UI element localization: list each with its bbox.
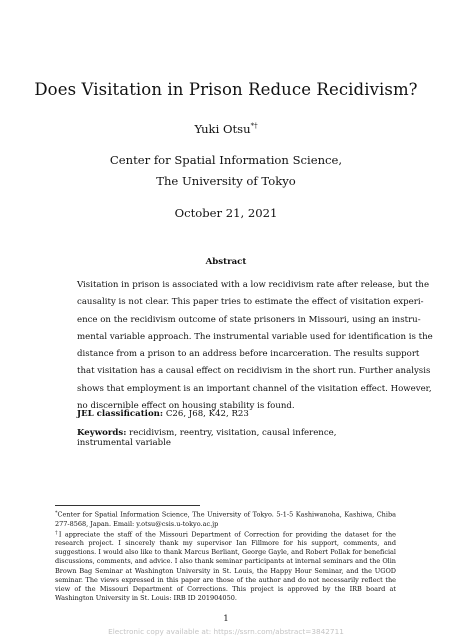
keywords-label: Keywords:	[77, 428, 127, 438]
affiliation	[0, 150, 452, 192]
abstract-line: ence on the recidivism outcome of state prisoners in Missouri, using an instru-	[77, 314, 421, 325]
footnotes	[55, 509, 396, 603]
footnote-1-mark: *	[55, 510, 58, 516]
abstract-line: Visitation in prison is associated with a low recidivism rate after release, but the	[77, 280, 430, 290]
keywords-value: recidivism, reentry, visitation, causal inference, instrumental variable	[77, 428, 337, 448]
abstract-body	[77, 277, 433, 415]
keywords	[77, 428, 376, 448]
abstract-line: that visitation has a causal effect on recidivism in the short run. Further analysis	[77, 366, 431, 377]
footnote-1-text: Center for Spatial Information Science, The University of Tokyo. 5-1-5 Kashiwanoha, Kashiwa, Chiba 277-8568, Japan. Email: y.otsu@csis.u-tokyo.ac.jp	[55, 510, 396, 528]
jel-value: C26, J68, K42, R23	[165, 409, 249, 419]
footnote-2	[55, 529, 396, 603]
abstract-line: causality is not clear. This paper tries to estimate the effect of visitation experi-	[77, 297, 424, 308]
abstract-line: no discernible effect on housing stability is found.	[77, 401, 295, 412]
author-name: Yuki Otsu	[194, 122, 251, 136]
abstract-line: distance from a prison to an address before incarceration. The results support	[77, 349, 420, 360]
footnote-2-text: I appreciate the staff of the Missouri Department of Correction for providing the dataset for the research project. I sincerely thank my supervisor Ian Fillmore for his support, comments, and suggestions. I would also like to thank Marcus Berliant, George Gayle, and Robert Pollak for beneficial discussions, comments, and advice. I also thank seminar participants at internal seminars and the Olin Brown Bag Seminar at Washington University in St. Louis, the Happy Hour Seminar, and the UGOD seminar. The views expressed in this paper are those of the author and do not necessarily reflect the view of the Missouri Department of Corrections. This project is approved by the IRB board at Washington University in St. Louis: IRB ID 201904050.	[55, 530, 396, 602]
paper-title: Does Visitation in Prison Reduce Recidivism?	[34, 80, 418, 99]
paper-date: October 21, 2021	[174, 206, 278, 220]
affiliation-line-2: The University of Tokyo	[156, 174, 296, 188]
footnote-1	[55, 509, 396, 529]
author-footnote-marks: *†	[250, 122, 258, 130]
page-number: 1	[223, 614, 229, 624]
jel-classification	[77, 409, 376, 419]
abstract-line: shows that employment is an important channel of the visitation effect. However,	[77, 383, 432, 394]
footnote-2-mark: †	[55, 529, 59, 536]
jel-label: JEL classification:	[77, 409, 164, 419]
abstract-heading: Abstract	[205, 257, 247, 267]
author-line	[0, 122, 452, 136]
abstract-line: mental variable approach. The instrumental variable used for identification is the	[77, 331, 433, 342]
ssrn-watermark: Electronic copy available at: https://ssrn.com/abstract=3842711	[108, 627, 344, 636]
affiliation-line-1: Center for Spatial Information Science,	[109, 153, 343, 167]
footnote-rule	[55, 505, 200, 506]
